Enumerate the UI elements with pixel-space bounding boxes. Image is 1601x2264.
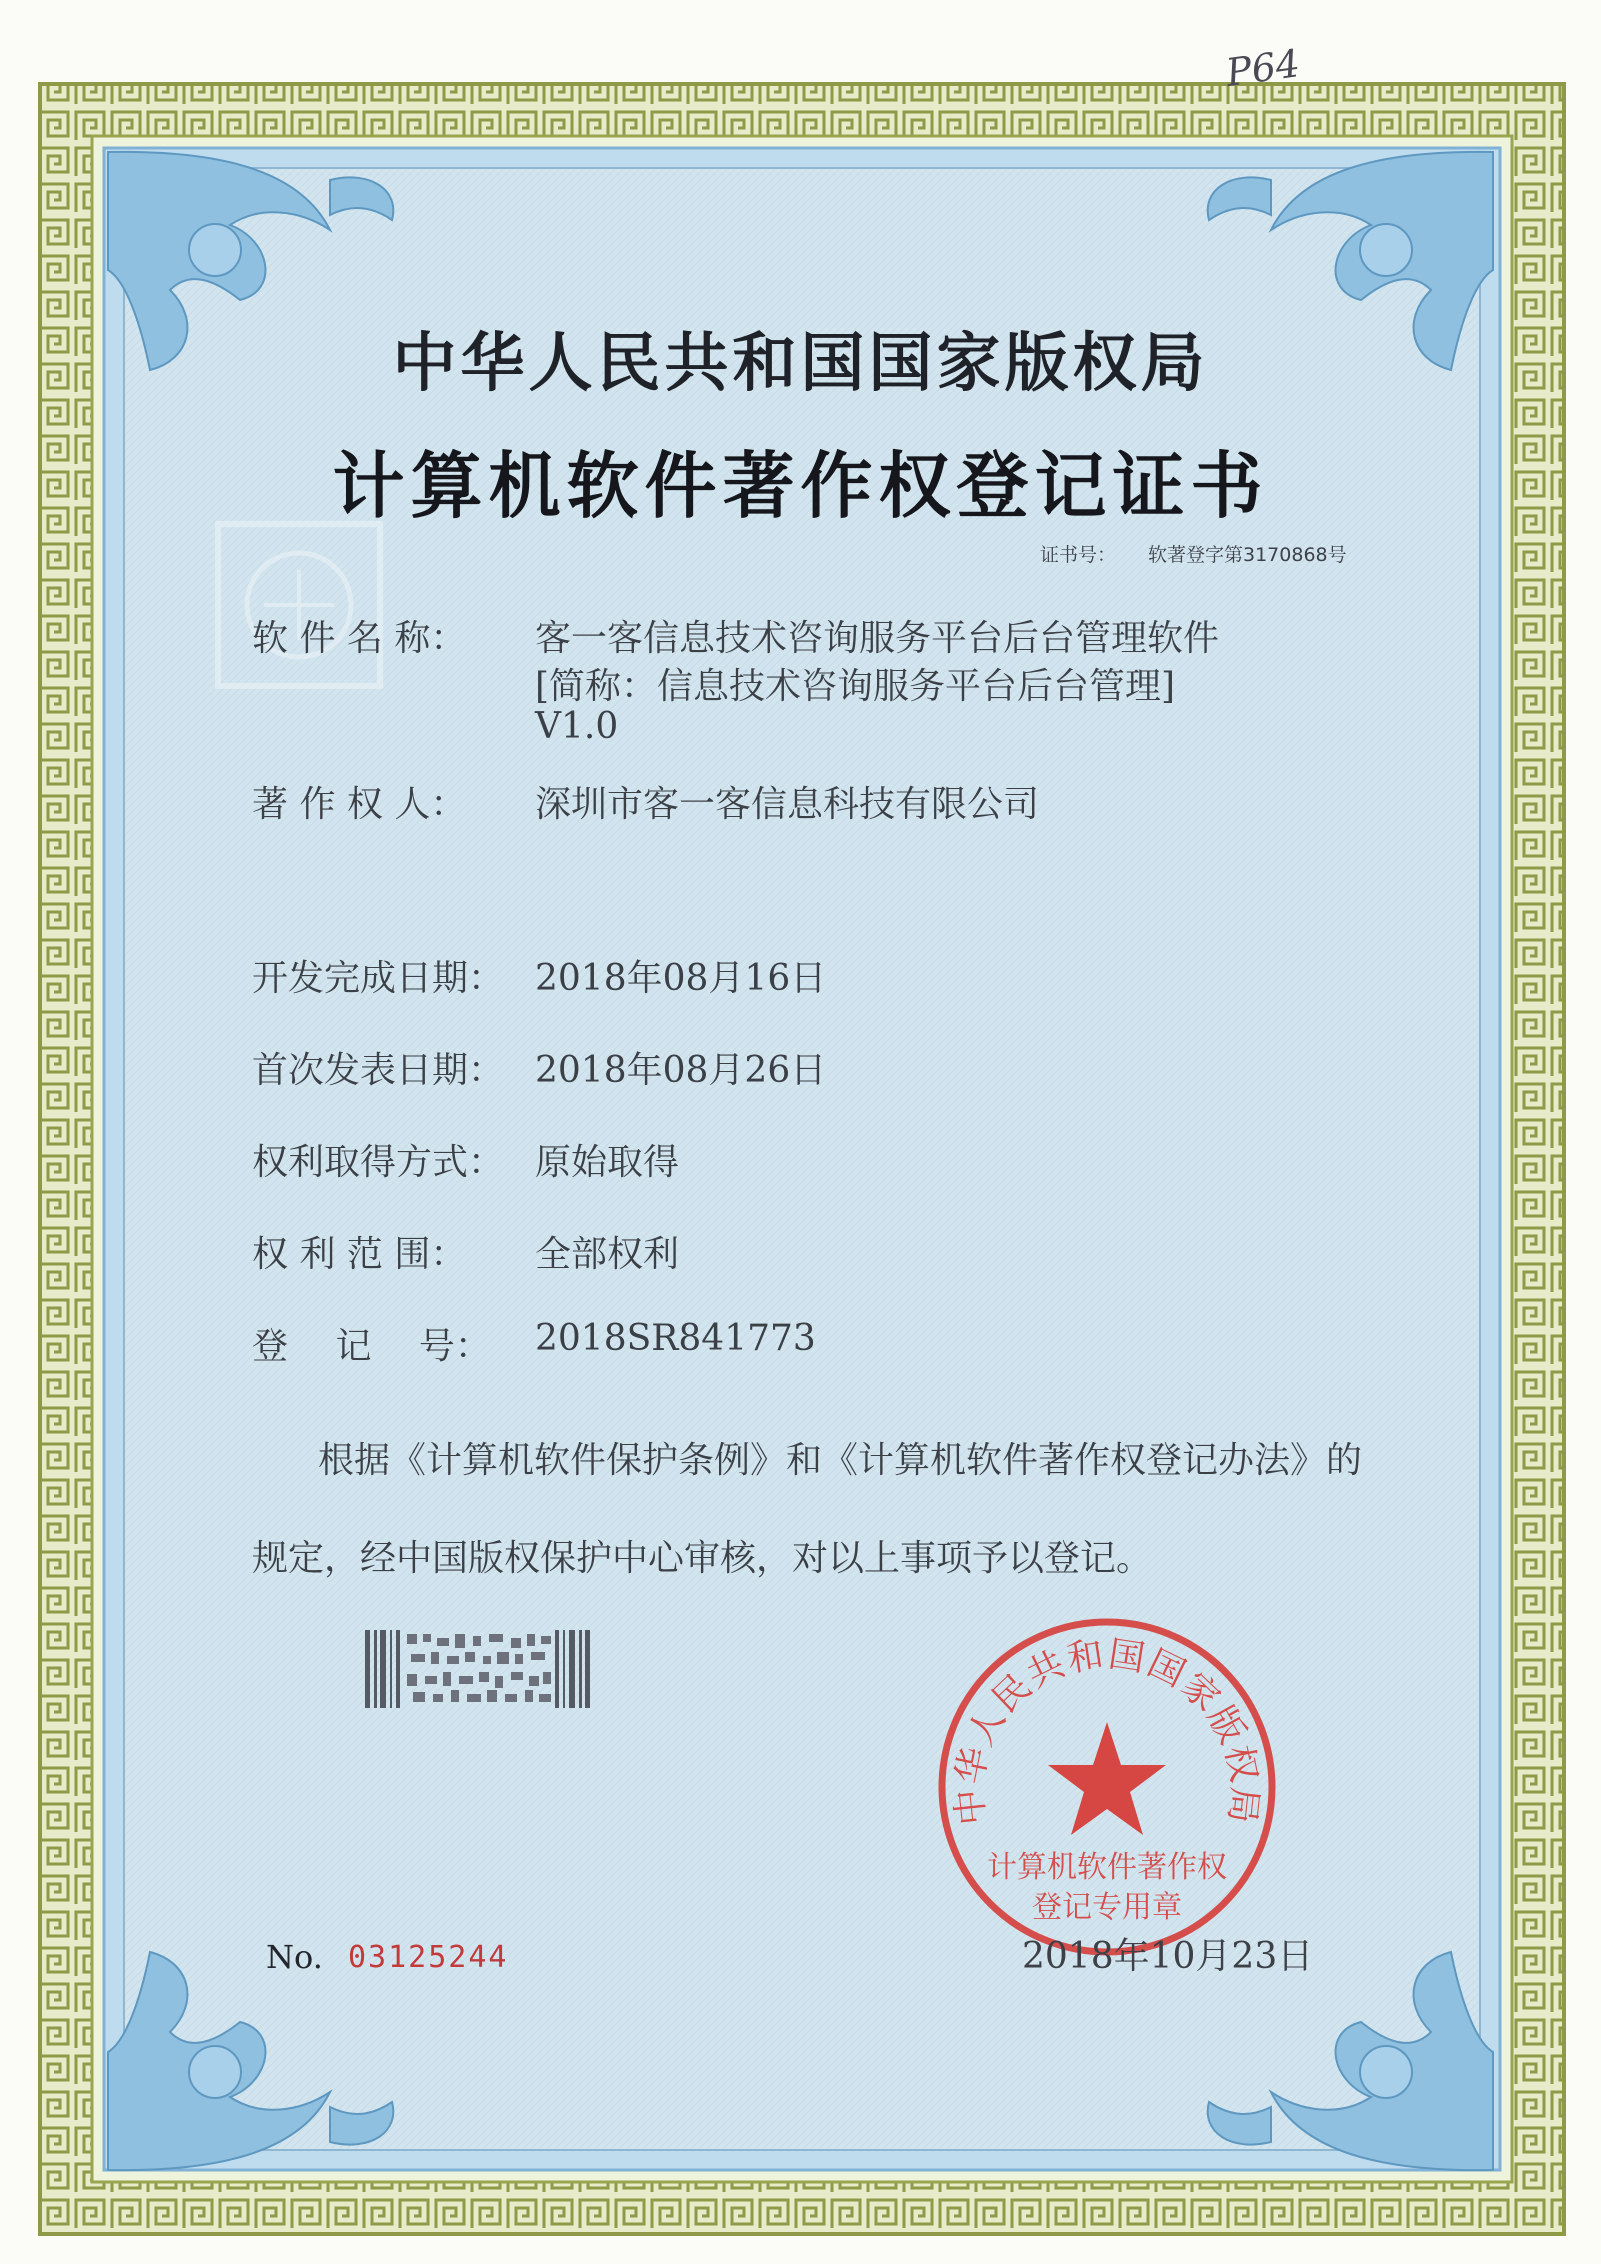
rights-scope-label: 权 利 范 围：: [252, 1234, 467, 1275]
seal-star-icon: [1048, 1722, 1166, 1835]
registration-number-label: 登 记 号：: [252, 1326, 491, 1367]
rights-scope-value: 全部权利: [535, 1234, 680, 1275]
owner-value: 深圳市客一客信息科技有限公司: [535, 784, 1040, 825]
dev-complete-date-label: 开发完成日期：: [252, 958, 505, 999]
software-name-line2: [简称：信息技术咨询服务平台后台管理]: [535, 666, 1176, 707]
handwritten-note: P64: [1223, 41, 1303, 95]
seal-line-1: 计算机软件著作权: [987, 1850, 1227, 1885]
seal-line-2: 登记专用章: [1032, 1890, 1182, 1925]
official-seal: [932, 1612, 1282, 1962]
statement-line-2: 规定，经中国版权保护中心审核，对以上事项予以登记。: [252, 1538, 1153, 1579]
software-name-label: 软 件 名 称：: [252, 618, 467, 659]
certificate-title: 计算机软件著作权登记证书: [332, 444, 1269, 528]
software-name-line1: 客一客信息技术咨询服务平台后台管理软件: [535, 618, 1220, 659]
acquisition-method-value: 原始取得: [535, 1142, 680, 1183]
serial-label: No.: [266, 1938, 323, 1976]
certificate-number-label: 证书号：: [1040, 544, 1117, 566]
first-publish-date-value: 2018年08月26日: [535, 1050, 827, 1091]
acquisition-method-label: 权利取得方式：: [252, 1142, 505, 1183]
first-publish-date-label: 首次发表日期：: [252, 1050, 505, 1091]
hologram-emblem-icon: [214, 520, 384, 690]
serial-value: 03125244: [348, 1940, 509, 1975]
software-name-line3: V1.0: [535, 706, 619, 747]
certificate-number-value: 软著登字第3170868号: [1148, 544, 1347, 566]
barcode-icon: [365, 1630, 590, 1708]
dev-complete-date-value: 2018年08月16日: [535, 958, 827, 999]
owner-label: 著 作 权 人：: [252, 784, 467, 825]
statement-line-1: 根据《计算机软件保护条例》和《计算机软件著作权登记办法》的: [318, 1440, 1363, 1481]
seal-ring-text: 中华人民共和国国家版权局: [948, 1633, 1266, 1828]
registration-number-value: 2018SR841773: [535, 1318, 816, 1359]
issue-date: 2018年10月23日: [1022, 1936, 1314, 1977]
issuer-title: 中华人民共和国国家版权局: [392, 327, 1209, 401]
